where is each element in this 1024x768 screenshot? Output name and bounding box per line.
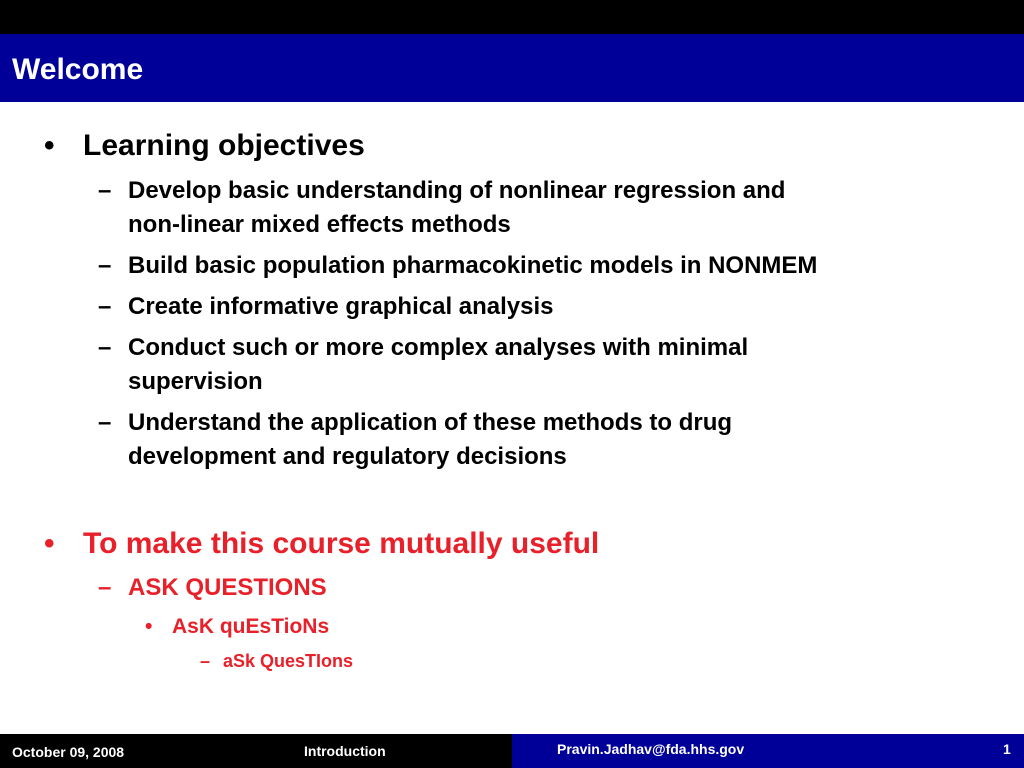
objective-text: Build basic population pharmacokinetic models in NONMEM (128, 252, 818, 279)
useful-heading: To make this course mutually useful (83, 527, 600, 560)
useful-bullet (0, 527, 1024, 561)
objective-text: Understand the application of these methods to drug (128, 409, 733, 436)
dash-marker: – (98, 293, 112, 320)
slide-content (0, 102, 1024, 732)
ask-questions-text: ASK QUESTIONS (128, 574, 327, 601)
title-bar (0, 34, 1024, 102)
ask-questions-subtext: AsK quEsTioNs (172, 615, 330, 638)
dash-marker: – (200, 651, 211, 671)
objectives-bullet (0, 129, 1024, 163)
ask-questions-subsubtext: aSk QuesTIons (223, 651, 354, 671)
footer-email: Pravin.Jadhav@fda.hhs.gov (557, 741, 745, 757)
objective-item (0, 174, 1024, 242)
ask-questions-subitem (0, 614, 1024, 640)
objective-item (0, 331, 1024, 399)
objective-text: Conduct such or more complex analyses with minimal (128, 334, 749, 361)
objective-text: Create informative graphical analysis (128, 293, 554, 320)
objective-text: Develop basic understanding of nonlinear regression and (128, 177, 786, 204)
objective-item (0, 290, 1024, 324)
objectives-heading: Learning objectives (83, 129, 365, 162)
footer-section: Introduction (304, 743, 386, 759)
objective-item (0, 406, 1024, 474)
page-number: 1 (1003, 741, 1011, 757)
dash-marker: – (98, 409, 112, 436)
footer-date: October 09, 2008 (12, 744, 125, 760)
bullet-marker: • (44, 129, 55, 162)
objective-text-continued: supervision (128, 368, 263, 395)
objective-text-continued: development and regulatory decisions (128, 443, 567, 470)
top-strip (0, 0, 1024, 34)
dash-marker: – (98, 334, 112, 361)
objective-text-continued: non-linear mixed effects methods (128, 211, 511, 238)
ask-questions-item (0, 571, 1024, 605)
ask-questions-subsubitem (0, 649, 1024, 673)
dash-marker: – (98, 177, 112, 204)
slide-title: Welcome (12, 53, 144, 86)
objective-item (0, 249, 1024, 283)
bullet-marker: • (44, 527, 55, 560)
dash-marker: – (98, 574, 112, 601)
dash-marker: – (98, 252, 112, 279)
bullet-marker: • (145, 615, 153, 638)
footer (0, 734, 1024, 768)
